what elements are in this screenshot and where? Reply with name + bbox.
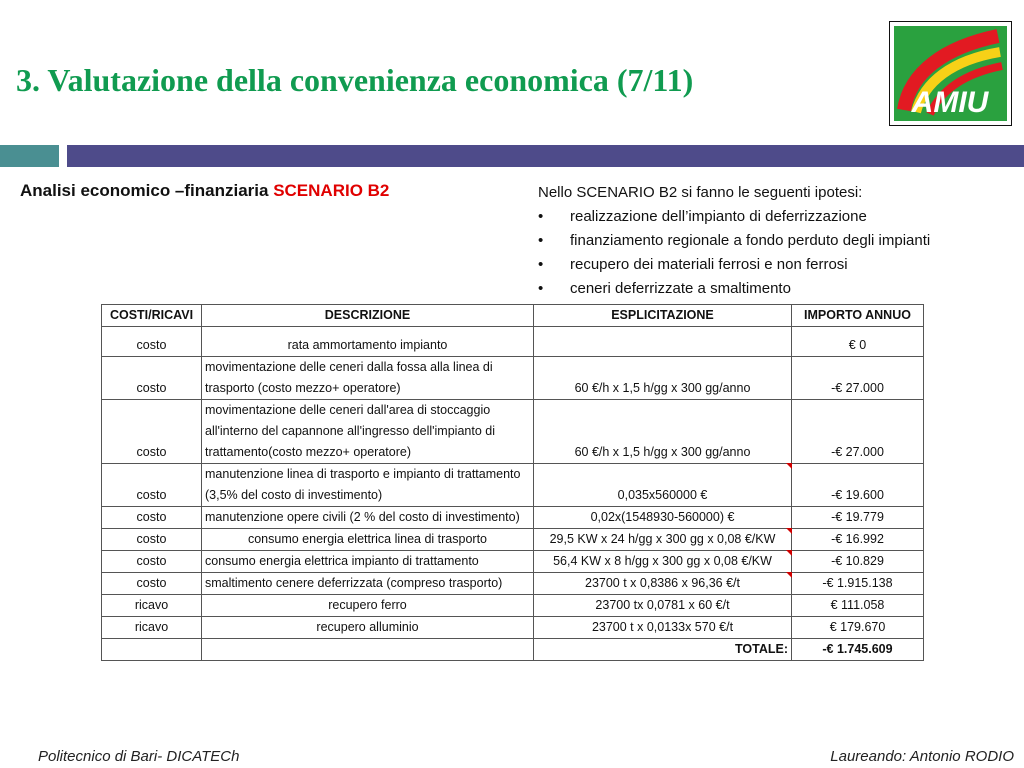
cell-amount: -€ 10.829	[792, 551, 924, 573]
cell-expl	[534, 327, 792, 357]
cell-expl: 23700 t x 0,0133x 570 €/t	[534, 617, 792, 639]
cell-type: costo	[102, 464, 202, 507]
footer-institution: Politecnico di Bari- DICATECh	[38, 748, 240, 765]
list-item	[538, 207, 1024, 231]
header-band-teal	[0, 145, 59, 167]
cell-type: costo	[102, 551, 202, 573]
table-row	[102, 573, 924, 595]
cell-type: costo	[102, 400, 202, 464]
cell-expl: 23700 tx 0,0781 x 60 €/t	[534, 595, 792, 617]
hypothesis-text: ceneri deferrizzate a smaltimento	[570, 280, 791, 297]
table-row	[102, 617, 924, 639]
table-row	[102, 464, 924, 507]
cell-desc: movimentazione delle ceneri dall'area di stoccaggio all'interno del capannone all'ingresso dell'impianto di trattamento(costo mezzo+ operatore)	[202, 400, 534, 464]
slide-title: 3. Valutazione della convenienza economica (7/11)	[16, 62, 694, 98]
cell-amount: € 111.058	[792, 595, 924, 617]
cell-expl: 60 €/h x 1,5 h/gg x 300 gg/anno	[534, 400, 792, 464]
cell-type: costo	[102, 327, 202, 357]
cell-empty	[202, 639, 534, 661]
cell-empty	[102, 639, 202, 661]
total-label: TOTALE:	[534, 639, 792, 661]
cell-amount: -€ 27.000	[792, 400, 924, 464]
hypotheses-block	[538, 183, 1024, 303]
section-subtitle	[20, 181, 389, 201]
amiu-logo	[889, 21, 1012, 126]
cell-type: ricavo	[102, 617, 202, 639]
hypothesis-text: recupero dei materiali ferrosi e non ferrosi	[570, 256, 848, 273]
cell-type: ricavo	[102, 595, 202, 617]
logo-text: AMIU	[911, 86, 989, 119]
cell-desc: rata ammortamento impianto	[202, 327, 534, 357]
header-descrizione: DESCRIZIONE	[202, 305, 534, 327]
table-row	[102, 551, 924, 573]
header-importo-annuo: IMPORTO ANNUO	[792, 305, 924, 327]
total-value: -€ 1.745.609	[792, 639, 924, 661]
cell-expl: 0,035x560000 €	[534, 464, 792, 507]
subtitle-prefix: Analisi economico –finanziaria	[20, 181, 274, 200]
bullet: •	[538, 256, 544, 273]
header-costi-ricavi: COSTI/RICAVI	[102, 305, 202, 327]
cell-expl: 29,5 KW x 24 h/gg x 300 gg x 0,08 €/KW	[534, 529, 792, 551]
cell-type: costo	[102, 529, 202, 551]
table-row	[102, 507, 924, 529]
cell-amount: -€ 16.992	[792, 529, 924, 551]
cell-desc: recupero alluminio	[202, 617, 534, 639]
cell-amount: -€ 19.600	[792, 464, 924, 507]
cost-table	[101, 304, 924, 661]
table-row	[102, 327, 924, 357]
cell-desc: movimentazione delle ceneri dalla fossa alla linea di trasporto (costo mezzo+ operatore)	[202, 357, 534, 400]
cell-amount: -€ 1.915.138	[792, 573, 924, 595]
footer-author: Laureando: Antonio RODIO	[830, 748, 1014, 765]
cell-type: costo	[102, 357, 202, 400]
amiu-logo-icon	[890, 22, 1011, 125]
table-header-row	[102, 305, 924, 327]
cell-type: costo	[102, 507, 202, 529]
hypotheses-intro: Nello SCENARIO B2 si fanno le seguenti ipotesi:	[538, 184, 863, 201]
table-row	[102, 357, 924, 400]
cell-desc: recupero ferro	[202, 595, 534, 617]
header-band-purple	[67, 145, 1024, 167]
cell-amount: -€ 19.779	[792, 507, 924, 529]
subtitle-scenario: SCENARIO B2	[273, 181, 390, 200]
header-esplicitazione: ESPLICITAZIONE	[534, 305, 792, 327]
table-row	[102, 400, 924, 464]
bullet: •	[538, 280, 544, 297]
hypotheses-list	[538, 207, 1024, 303]
bullet: •	[538, 232, 544, 249]
cell-amount: -€ 27.000	[792, 357, 924, 400]
cell-expl: 0,02x(1548930-560000) €	[534, 507, 792, 529]
list-item	[538, 255, 1024, 279]
cell-desc: manutenzione opere civili (2 % del costo di investimento)	[202, 507, 534, 529]
cell-desc: manutenzione linea di trasporto e impianto di trattamento (3,5% del costo di investimento)	[202, 464, 534, 507]
table-row	[102, 529, 924, 551]
cell-desc: consumo energia elettrica impianto di trattamento	[202, 551, 534, 573]
table-total-row	[102, 639, 924, 661]
list-item	[538, 231, 1024, 255]
cell-expl: 60 €/h x 1,5 h/gg x 300 gg/anno	[534, 357, 792, 400]
cell-amount: € 0	[792, 327, 924, 357]
cell-desc: smaltimento cenere deferrizzata (compreso trasporto)	[202, 573, 534, 595]
cell-amount: € 179.670	[792, 617, 924, 639]
cell-desc: consumo energia elettrica linea di trasporto	[202, 529, 534, 551]
list-item	[538, 279, 1024, 303]
bullet: •	[538, 208, 544, 225]
cell-expl: 23700 t x 0,8386 x 96,36 €/t	[534, 573, 792, 595]
table-row	[102, 595, 924, 617]
hypothesis-text: finanziamento regionale a fondo perduto degli impianti	[570, 232, 931, 249]
hypothesis-text: realizzazione dell’impianto di deferrizzazione	[570, 208, 867, 225]
cell-expl: 56,4 KW x 8 h/gg x 300 gg x 0,08 €/KW	[534, 551, 792, 573]
cell-type: costo	[102, 573, 202, 595]
